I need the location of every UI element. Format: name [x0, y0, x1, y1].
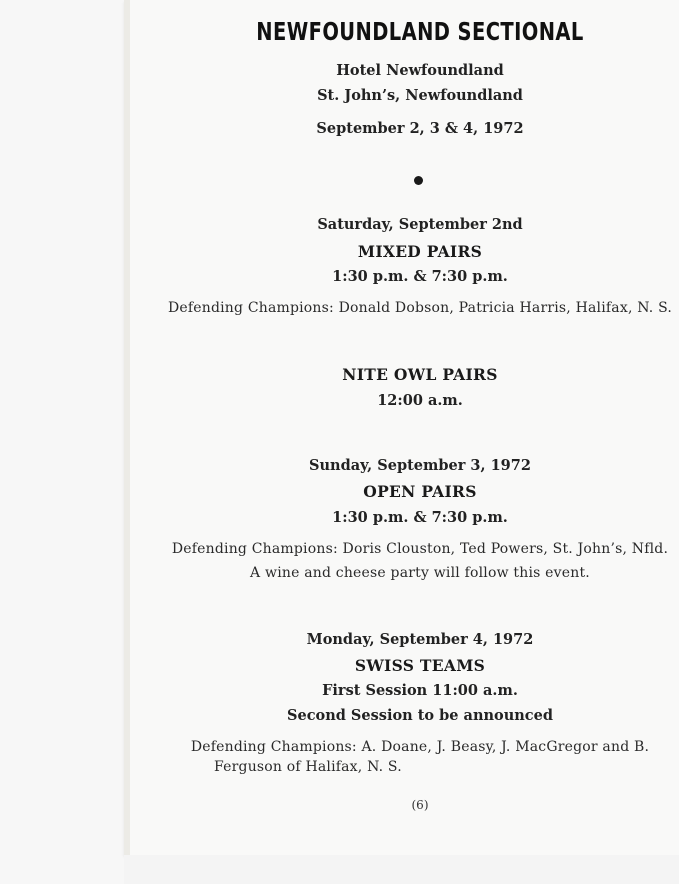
event-name: NITE OWL PAIRS: [342, 365, 498, 384]
event-time: First Session 11:00 a.m.: [322, 682, 518, 699]
page-bottom-edge: [124, 855, 679, 884]
event-name: MIXED PAIRS: [357, 242, 483, 261]
defending-champions: Defending Champions: A. Doane, J. Beasy, J. MacGregor and B.: [190, 739, 650, 755]
venue: Hotel Newfoundland: [336, 62, 504, 79]
page-title: NEWFOUNDLAND SECTIONAL: [256, 17, 584, 46]
event-time: 1:30 p.m. & 7:30 p.m.: [332, 268, 508, 285]
defending-champions: Defending Champions: Donald Dobson, Patricia Harris, Halifax, N. S.: [167, 300, 673, 316]
city: St. John’s, Newfoundland: [317, 87, 523, 104]
event-note: A wine and cheese party will follow this event.: [250, 565, 590, 581]
dates: September 2, 3 & 4, 1972: [316, 120, 524, 137]
event-name: SWISS TEAMS: [354, 656, 486, 675]
separator-bullet: [414, 176, 423, 185]
defending-champions: Defending Champions: Doris Clouston, Ted Powers, St. John’s, Nfld.: [171, 541, 669, 557]
event-day: Sunday, September 3, 1972: [309, 457, 531, 474]
event-day: Monday, September 4, 1972: [306, 631, 534, 648]
event-time: 1:30 p.m. & 7:30 p.m.: [332, 509, 508, 526]
event-time-secondary: Second Session to be announced: [287, 707, 553, 724]
defending-champions-continued: Ferguson of Halifax, N. S.: [214, 759, 402, 775]
page-number: (6): [411, 798, 429, 812]
event-day: Saturday, September 2nd: [317, 216, 523, 233]
event-name: OPEN PAIRS: [363, 482, 477, 501]
event-time: 12:00 a.m.: [377, 392, 463, 409]
